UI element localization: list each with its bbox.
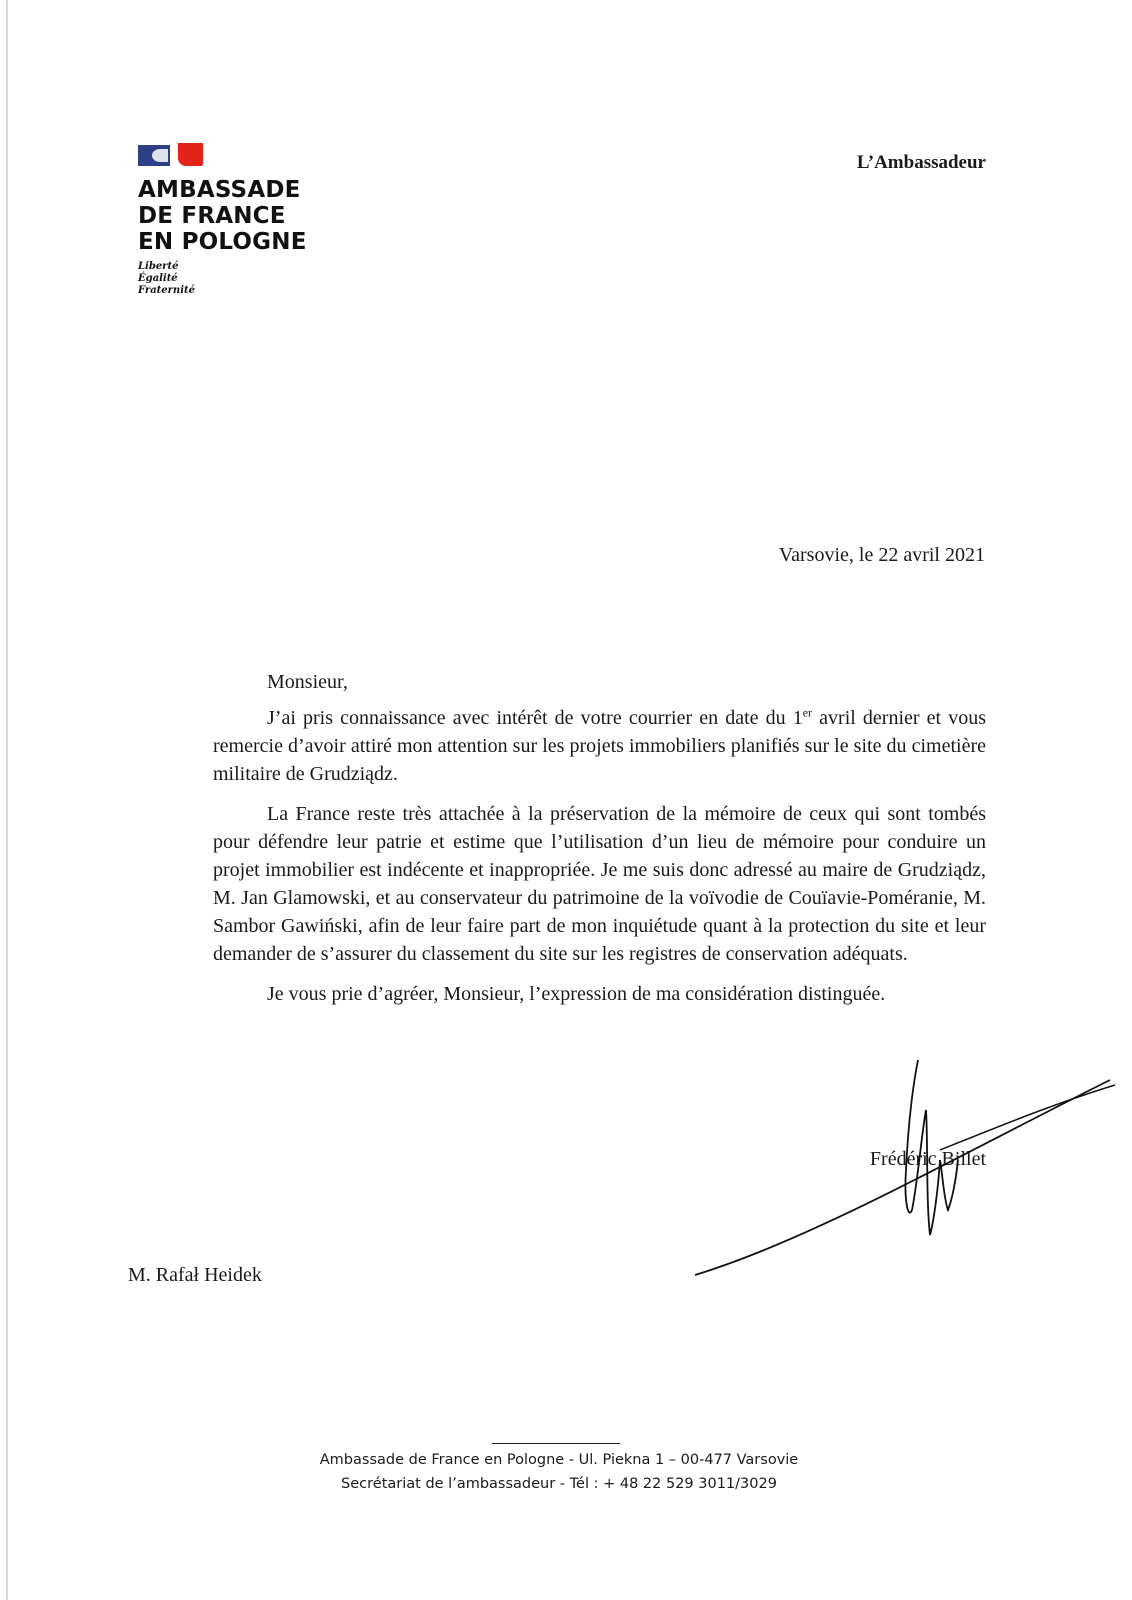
paragraph-2: La France reste très attachée à la préservation de la mémoire de ceux qui sont tombés pour défendre leur patrie et estime que l’utilisation d’un lieu de mémoire pour conduire un projet immobilier est indécente et inappropriée. Je me suis donc adressé au maire de Grudziądz, M. Jan Glamowski, et au conservateur du patrimoine de la voïvodie de Couïavie-Poméranie, M. Sambor Gawiński, afin de leur faire part de mon inquiétude quant à la protection du site et leur demander de s’assurer du classement du site sur les registres de conservation adéquats. bbox=[213, 803, 986, 965]
marianne-logo-icon bbox=[138, 143, 206, 167]
closing-formula: Je vous prie d’agréer, Monsieur, l’expression de ma considération distinguée. bbox=[267, 983, 886, 1005]
motto-line: Liberté bbox=[138, 261, 179, 272]
paragraph-1-text-cont: avril dernier et vous remercie d’avoir attiré mon attention sur les projets immobiliers planifiés sur le site du cimetière militaire de Grudziądz. bbox=[213, 707, 986, 785]
salutation: Monsieur, bbox=[267, 671, 348, 693]
signatory-name: Frédéric Billet bbox=[869, 1148, 986, 1170]
footer-divider bbox=[492, 1443, 620, 1444]
sender-title: L’Ambassadeur bbox=[856, 152, 986, 173]
institution-line: DE FRANCE bbox=[138, 203, 286, 229]
page-edge bbox=[6, 0, 8, 1600]
footer-address: Ambassade de France en Pologne - Ul. Piekna 1 – 00-477 Varsovie bbox=[319, 1452, 799, 1468]
motto-line: Fraternité bbox=[138, 285, 195, 296]
paragraph-1 bbox=[213, 704, 986, 788]
republic-motto bbox=[138, 261, 388, 297]
date-line: Varsovie, le 22 avril 2021 bbox=[778, 544, 985, 566]
letterhead bbox=[138, 143, 388, 297]
institution-line: AMBASSADE bbox=[138, 177, 301, 203]
paragraph-1-text: J’ai pris connaissance avec intérêt de votre courrier en date du 1 bbox=[267, 707, 803, 729]
handwritten-signature bbox=[690, 1050, 1120, 1290]
footer bbox=[256, 1448, 862, 1496]
motto-line: Égalité bbox=[138, 273, 178, 284]
footer-phone: Secrétariat de l’ambassadeur - Tél : + 48 22 529 3011/3029 bbox=[341, 1476, 777, 1492]
ordinal-suffix: er bbox=[802, 705, 813, 720]
institution-name bbox=[138, 177, 388, 255]
letter-body bbox=[213, 668, 986, 1008]
recipient-name: M. Rafał Heidek bbox=[128, 1264, 262, 1286]
institution-line: EN POLOGNE bbox=[138, 229, 307, 255]
